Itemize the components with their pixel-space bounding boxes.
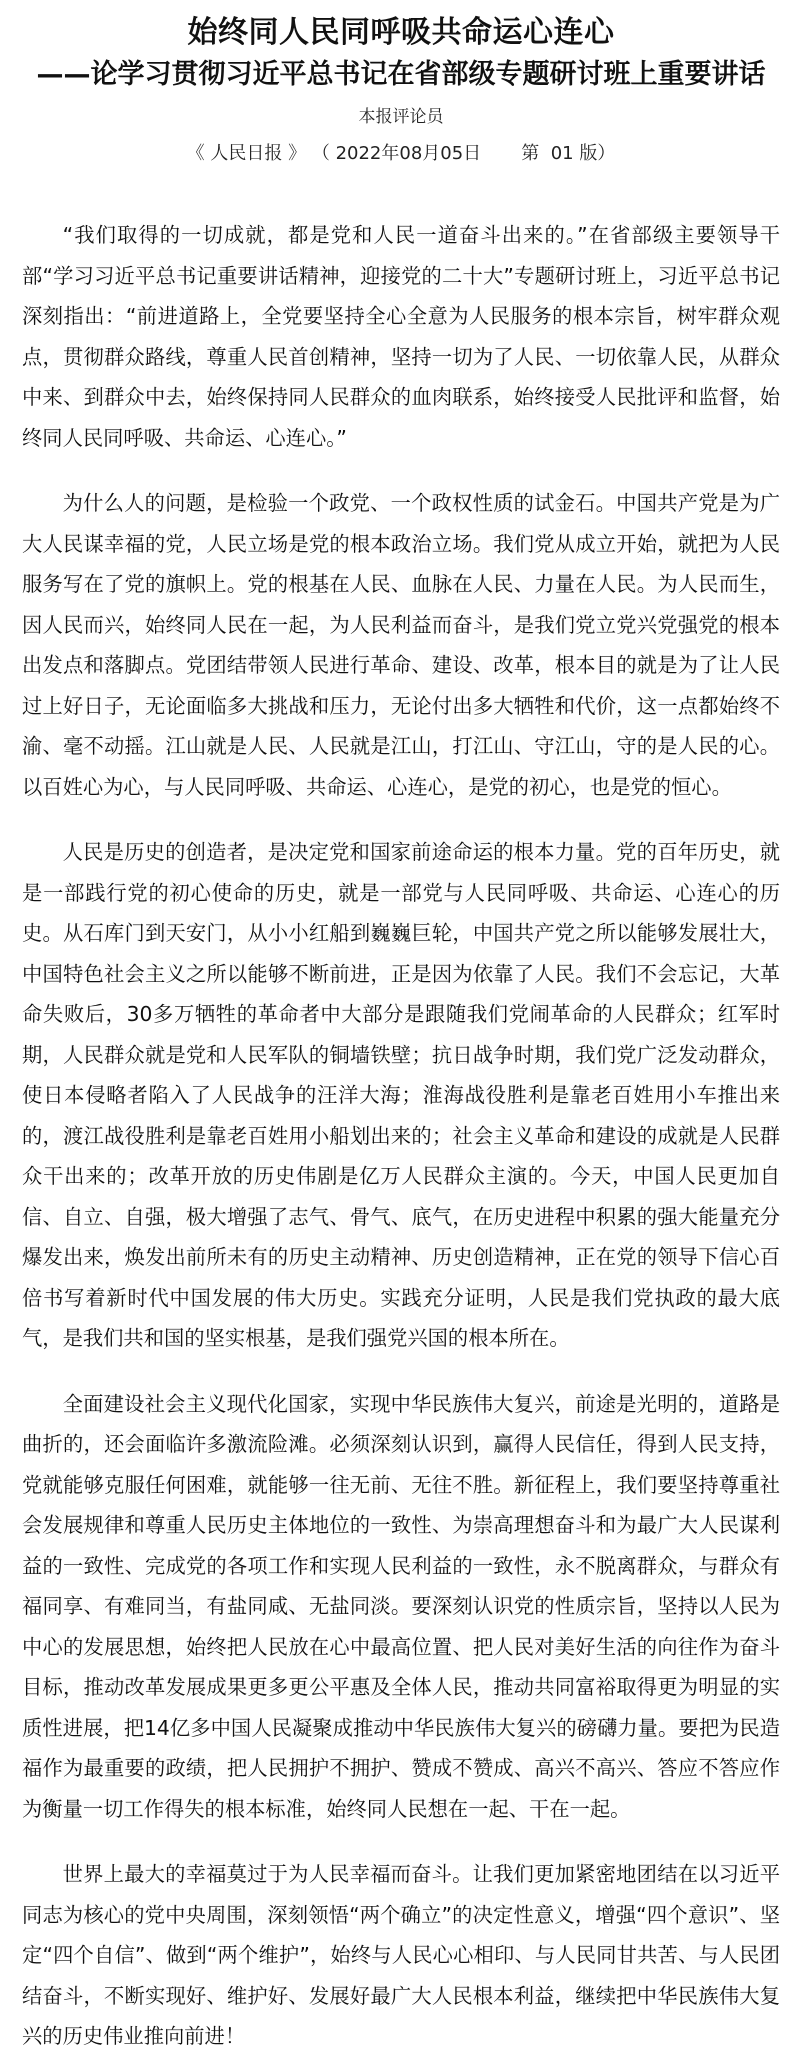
article-author: 本报评论员 <box>358 107 444 127</box>
paragraph-2: 为什么人的问题，是检验一个政党、一个政权性质的试金石。中国共产党是为广大人民谋幸福的党，人民立场是党的根本政治立场。我们党从成立开始，就把为人民服务写在了党的旗帜上。党的根基在人民、血脉在人民、力量在人民。为人民而生，因人民而兴，始终同人民在一起，为人民利益而奋斗，是我们党立党兴党强党的根本出发点和落脚点。党团结带领人民进行革命、建设、改革，根本目的就是为了让人民过上好日子，无论面临多大挑战和压力，无论付出多大牺牲和代价，这一点都始终不渝、毫不动摇。江山就是人民、人民就是江山，打江山、守江山，守的是人民的心。以百姓心为心，与人民同呼吸、共命运、心连心，是党的初心，也是党的恒心。 <box>22 491 780 799</box>
paragraph-5: 世界上最大的幸福莫过于为人民幸福而奋斗。让我们更加紧密地团结在以习近平同志为核心的党中央周围，深刻领悟“两个确立”的决定性意义，增强“四个意识”、坚定“四个自信”、做到“两个维护”，始终与人民心心相印、与人民同甘共苦、与人民团结奋斗，不断实现好、维护好、发展好最广大人民根本利益，继续把中华民族伟大复兴的历史伟业推向前进！ <box>22 1862 780 2048</box>
source-line <box>22 129 780 167</box>
paragraph-1: “我们取得的一切成就，都是党和人民一道奋斗出来的。”在省部级主要领导干部“学习习近平总书记重要讲话精神，迎接党的二十大”专题研讨班上，习近平总书记深刻指出：“前进道路上，全党要坚持全心全意为人民服务的根本宗旨，树牢群众观点，贯彻群众路线，尊重人民首创精神，坚持一切为了人民、一切依靠人民，从群众中来、到群众中去，始终保持同人民群众的血肉联系，始终接受人民批评和监督，始终同人民同呼吸、共命运、心连心。” <box>22 223 780 450</box>
article-body <box>22 215 780 2057</box>
paragraph-4: 全面建设社会主义现代化国家，实现中华民族伟大复兴，前途是光明的，道路是曲折的，还会面临许多激流险滩。必须深刻认识到，赢得人民信任，得到人民支持，党就能够克服任何困难，就能够一往无前、无往不胜。新征程上，我们要坚持尊重社会发展规律和尊重人民历史主体地位的一致性、为崇高理想奋斗和为最广大人民谋利益的一致性、完成党的各项工作和实现人民利益的一致性，永不脱离群众，与群众有福同享、有难同当，有盐同咸、无盐同淡。要深刻认识党的性质宗旨，坚持以人民为中心的发展思想，始终把人民放在心中最高位置、把人民对美好生活的向往作为奋斗目标，推动改革发展成果更多更公平惠及全体人民，推动共同富裕取得更为明显的实质性进展，把14亿多中国人民凝聚成推动中华民族伟大复兴的磅礴力量。要把为民造福作为最重要的政绩，把人民拥护不拥护、赞成不赞成、高兴不高兴、答应不答应作为衡量一切工作得失的根本标准，始终同人民想在一起、干在一起。 <box>22 1391 780 1821</box>
source-publication: 《 人民日报 》 <box>186 143 307 164</box>
article-subtitle: ——论学习贯彻习近平总书记在省部级专题研讨班上重要讲话 <box>36 59 766 90</box>
source-page: 第 01 版） <box>521 143 616 164</box>
source-date: （ 2022年08月05日 <box>311 143 482 164</box>
article-title: 始终同人民同呼吸共命运心连心 <box>187 15 615 50</box>
paragraph-3: 人民是历史的创造者，是决定党和国家前途命运的根本力量。党的百年历史，就是一部践行党的初心使命的历史，就是一部党与人民同呼吸、共命运、心连心的历史。从石库门到天安门，从小小红船到巍巍巨轮，中国共产党之所以能够发展壮大，中国特色社会主义之所以能够不断前进，正是因为依靠了人民。我们不会忘记，大革命失败后，30多万牺牲的革命者中大部分是跟随我们党闹革命的人民群众；红军时期，人民群众就是党和人民军队的铜墙铁壁；抗日战争时期，我们党广泛发动群众，使日本侵略者陷入了人民战争的汪洋大海；淮海战役胜利是靠老百姓用小车推出来的，渡江战役胜利是靠老百姓用小船划出来的；社会主义革命和建设的成就是人民群众干出来的；改革开放的历史伟剧是亿万人民群众主演的。今天，中国人民更加自信、自立、自强，极大增强了志气、骨气、底气，在历史进程中积累的强大能量充分爆发出来，焕发出前所未有的历史主动精神、历史创造精神，正在党的领导下信心百倍书写着新时代中国发展的伟大历史。实践充分证明，人民是我们党执政的最大底气，是我们共和国的坚实根基，是我们强党兴国的根本所在。 <box>22 840 780 1350</box>
